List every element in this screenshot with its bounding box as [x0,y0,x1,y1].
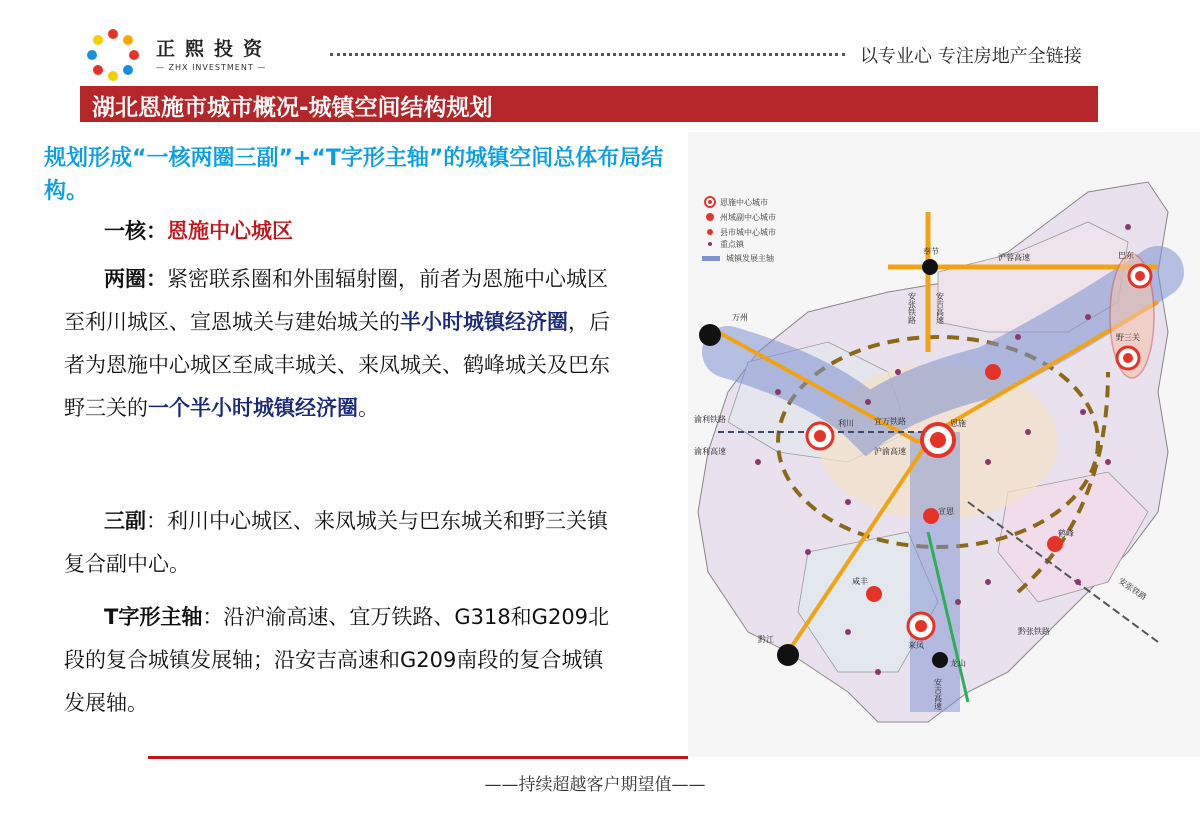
map-label: 黔江 [758,635,774,644]
lichuan-marker [807,423,833,449]
core-paragraph [64,210,664,253]
circles-text-1: 紧密联系圈和外围辐射圈，前者为恩施中心城区至利川城区、宣恩城关与建始城关的 [64,267,608,334]
map-label: 万州 [732,313,748,322]
laifeng-marker [908,613,934,639]
map-label: 沪蓉高速 [998,253,1030,262]
wanzhou-marker [699,324,721,346]
header-slogan: 以专业心 专注房地产全链接 [860,46,1082,67]
subs-label: 三副 [104,509,146,533]
circles-text-3: 。 [358,396,379,420]
circles-emphasis-2: 一个半小时城镇经济圈 [148,396,358,420]
map-label: 宜万铁路 [874,417,906,426]
map-graphic [688,132,1200,757]
core-value: 恩施中心城区 [167,219,293,243]
axis-paragraph [64,596,624,725]
map-label: 鹤峰 [1058,529,1074,538]
brand-name: 正熙投资 [156,38,273,60]
map-legend [702,197,776,263]
fengjie-marker [922,259,938,275]
xuanen-marker [923,508,939,524]
core-label: 一核： [104,219,167,243]
xianfeng-marker [866,586,882,602]
map-label: 来凤 [908,641,924,650]
header-divider [330,53,845,56]
map-label: 黔张铁路 [1018,627,1050,636]
map-label: 安张铁路 [907,292,917,324]
map-label: 奉节 [923,247,939,256]
legend-item: 州域副中心城市 [720,213,776,222]
circles-emphasis-1: 半小时城镇经济圈 [400,310,568,334]
circles-paragraph [64,258,624,430]
legend-item: 城镇发展主轴 [726,254,774,263]
longshan-marker [932,652,948,668]
circles-label: 两圈： [104,267,167,291]
company-logo [84,26,142,84]
map-label: 安吉高速 [935,292,945,324]
map-label: 巴东 [1118,251,1134,260]
title-bar [80,86,1098,122]
legend-item: 县市城中心城市 [720,228,776,237]
planning-map [688,132,1200,757]
circles-text-2: ，后者为恩施中心城区至咸丰城关、来凤城关、鹤峰城关及巴东野三关的 [64,310,610,420]
map-label: 利川 [838,419,854,428]
map-label: 咸丰 [852,577,868,586]
qianjiang-marker [777,644,799,666]
badong-marker [1110,254,1154,378]
intro-text: 规划形成“一核两圈三副”+“T字形主轴”的城镇空间总体布局结构。 [44,146,664,204]
legend-item: 重点镇 [720,240,744,249]
map-label: 龙山 [950,659,966,668]
axis-text: ：沿沪渝高速、宜万铁路、G318和G209北段的复合城镇发展轴；沿安吉高速和G209南段的复合城镇发展轴。 [64,605,610,715]
footer-divider [148,756,688,759]
map-label: 渝利高速 [694,447,726,456]
subs-text: ：利川中心城区、来凤城关与巴东城关和野三关镇复合副中心。 [64,509,608,576]
subs-paragraph [64,500,624,586]
hefeng-marker [1047,536,1063,552]
legend-item: 恩施中心城市 [720,198,768,207]
map-label: 渝利铁路 [694,415,726,424]
enshi-marker [922,424,954,456]
map-label: 恩施 [950,419,966,428]
jianshi-marker [985,364,1001,380]
map-label: 宣恩 [938,507,954,516]
main-axis-vertical [910,432,960,712]
page-title: 湖北恩施市城市概况-城镇空间结构规划 [92,95,493,121]
map-label: 安张铁路 [1116,576,1149,602]
map-label: 沪渝高速 [874,447,906,456]
brand-subtitle: — ZHX INVESTMENT — [156,63,267,72]
axis-label: T字形主轴 [104,605,203,629]
footer-slogan: ——持续超越客户期望值—— [484,775,706,795]
map-label: 野三关 [1116,333,1140,342]
map-label: 安吉高速 [933,678,943,710]
